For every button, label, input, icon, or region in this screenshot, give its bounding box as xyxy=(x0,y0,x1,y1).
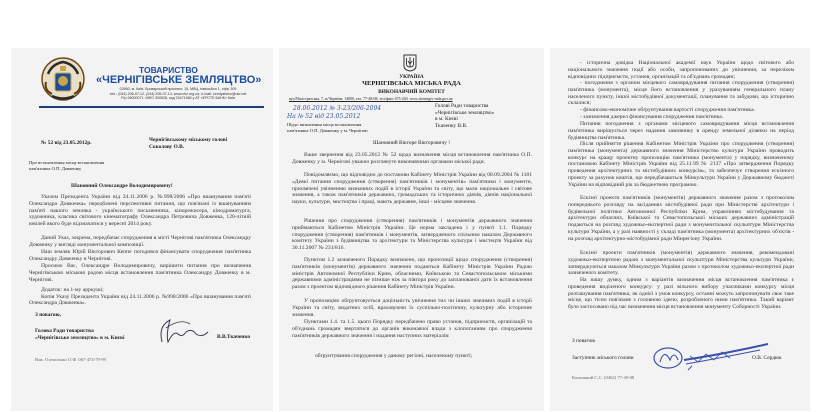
body-paragraph: - історична довідка Національної академії наук України щодо світового або національного значення події або особи, запропонованих до увічнення, за переліком відповідних підприємств, установ, організацій та об'єднань громадян; xyxy=(568,60,794,80)
recipient-line4: Ткаченку В.В. xyxy=(435,122,468,129)
incoming-reference: На № 52 від 23.05.2012 xyxy=(287,113,361,120)
letter-page-3 xyxy=(550,48,810,411)
signer-title: Заступник міського голови xyxy=(572,355,634,361)
letter-page-2 xyxy=(279,48,544,411)
council-heading: ЧЕРНІГІВСЬКА МІСЬКА РАДА xyxy=(362,80,461,87)
attachment-copy: Копія Указу Президента України від 24.11.2006 р. №998/2006 «Про вшанування пам'яті Олександра Довженка». xyxy=(29,293,251,307)
subject-line2: пам'ятника О.П. Довженку xyxy=(29,165,82,171)
body-paragraph: Ескізні проекти пам'ятників (монументів) державного значення, рекомендовані художньо-експертною радою з монументальної скульптури Міністерства культури України, затверджуються наказом Мінкультури України разом з протоколом художньо-експертної ради зазначеного комітету. xyxy=(568,250,794,277)
body-paragraph: Ескізні проекти пам'ятників (монументів) державного значення разом з протоколом попереднього розгляду на засіданнях містобудівної ради при Міністерстві архітектури і будівельної політики Автономної Республіки Крим, управліннях містобудування та архітектури обласних, Київської та Севастопольської міських державних адміністрацій подаються на розгляд художньо-експертної ради з монументальної скульптури Міністерства культури України, а у разі наявності у складі пам'ятника (монумента) архітектурних об'єктів - на розгляд архітектурно-містобудівної ради Мінрегіону України. xyxy=(568,195,794,242)
body-paragraph: Просимо Вас, Олександре Володимировичу, вирішити питання про визначення Чернігівською міською радою місця встановлення пам'ятника Олександру Довженку в м. Чернігові. xyxy=(29,263,251,283)
body-paragraph: - зазначення джерел фінансування спорудження пам'ятника. xyxy=(580,114,724,120)
subject-line1: Щодо визначення місця встановлення xyxy=(287,122,362,127)
body-paragraph: - фінансово-економічне обґрунтування вартості спорудження пам'ятника. xyxy=(580,107,755,113)
org-title-line2: «ЧЕРНІГІВСЬКЕ ЗЕМЛЯЦТВО» xyxy=(96,74,262,86)
body-paragraph: Пунктами 1.4. та 1.5. цього Порядку передбачено право установ, підприємств, організацій та об'єднань громадян звертатися до органів виконавчої влади з клопотанням про спорудження пам'ятників державного значення і надання наступних матеріалів: xyxy=(292,319,532,339)
list-item: обґрунтування спорудження у даному регіоні, населеному пункті; xyxy=(315,353,473,359)
body-paragraph: Наш земляк Юрій Вікторович Кеппе погодився фінансувати спорудження пам'ятника Олександру Довженку в Чернігові. xyxy=(29,249,251,262)
executor-footer: Вик. Олексієнко О.Ф. 067-474-79-99 xyxy=(35,357,106,362)
letter-page-1 xyxy=(11,48,273,411)
org-contacts-line: тел.: (044) 206-07-12, (044) 206-07-14, www.chz.org.ua, e-mail: zemlyatstvo@ukr.net xyxy=(109,91,247,96)
body-paragraph: Указом Президента України від 24.11.2006 р. №998/2006 «Про вшанування пам'яті Олександра Довженка» передбачені перспективні питання, що пов'язані із вшануванням пам'яті нашого земляка - українського письменника, кінорежисера, кінодраматурга, художника, класика світового кінематографу Олександра Петровича Довженка, 120-літній ювілей якого буде відзначатися у вересні 2014 року. xyxy=(29,194,251,227)
outgoing-number: 28.06.2012 № 3-23/206-2094 xyxy=(293,105,382,112)
signer-name: О.В. Сердюк xyxy=(752,355,782,361)
signature-image xyxy=(156,316,216,346)
org-bank-line: Р/р 26000071, МФО 300528, код 23471960 у АТ «ЕРСТЕ БАНК» Київ xyxy=(121,96,235,100)
body-paragraph: Ваше звернення від 23.05.2012 № 52 щодо визначення місця встановлення пам'ятника О.П. Довженку у м. Чернігові уважно розглянуте виконавчими органами міської ради. xyxy=(292,152,532,165)
signer-title-line2: «Чернігівське земляцтво» в м. Києві xyxy=(35,335,125,341)
country-heading: УКРАЇНА xyxy=(399,74,424,80)
body-paragraph: Після прийняття рішення Кабінетом Міністрів України про спорудження (створення) пам'ятника (монумента) державного значення Міністерство культури України проводить конкурс на кращу проектну пропозицію пам'ятника (монумента) у порядку, визначеному постановою Кабінету Міністрів України від 25.11.99 № 2137 «Про затвердження Порядку проведення архітектурних та містобудівних конкурсів», та забезпечує створення ескізного проекту за рахунок коштів, що передбачаються Мінкультури України у Державному бюджеті України на відповідний рік за бюджетною програмою. xyxy=(568,141,794,188)
executor-footer: Калюжний С.С. (0462) 77-49-08 xyxy=(572,375,635,380)
subject-line1: Про встановлення місця встановлення xyxy=(29,160,105,165)
recipient-line3: в м. Києві xyxy=(435,116,458,122)
signer-name: В.В.Ткаченко xyxy=(217,334,251,340)
recipient-line1: Голові Ради товариства xyxy=(435,103,489,109)
signer-title-line1: Голова Ради товариства xyxy=(35,328,94,334)
body-paragraph: Повідомляємо, що відповідно до постанови Кабінету Міністрів України від 08.09.2004 № 1181 «Деякі питання спорудження (створення) пам'ятників і монументів» пам'ятники і монументи, присвячені увічненню визначних подій в історії України та світу, що мали національне і світове значення, а також пам'ятників державних, громадських та історичних діячів, діячів національної науки, культури, мистецтва і праці, мають державне, інші - місцеве значення. xyxy=(292,172,532,205)
committee-heading: ВИКОНАВЧИЙ КОМІТЕТ xyxy=(378,89,445,95)
salutation: Шановний Олександре Володимировичу! xyxy=(71,183,173,189)
recipient-line1: Чернігівському міському голові xyxy=(149,137,228,143)
org-address-line: 02660, м. Київ, Броварський проспект, 15, МВЦ, павільйон 1, офіс 309 xyxy=(119,87,237,91)
attachment-note: Додаток: на 1-му арркуші; xyxy=(41,287,104,293)
closing: З повагою, xyxy=(35,312,61,318)
body-paragraph: Даний Указ, зокрема, передбачає спорудження в місті Чернігові пам'ятника Олександру Довженку у вигляді монументальної композиції. xyxy=(29,235,251,248)
trident-emblem-icon xyxy=(403,54,417,72)
council-address: вул.Магістратська, 7, м.Чернігів, 14000, тел. 77-48-08, тел/факс 675-240, www.chernigiv-rada.gov.ua xyxy=(289,97,453,101)
body-paragraph: Пунктом 1.2 зазначеного Порядку визначено, що пропозиції щодо спорудження (створення) пам'ятників (монументів) державного значення подаються Кабінету Міністрів України Радою міністрів Автономної Республіки Крим, обласними, Київською та Севастопольською міськими державними адміністраціями не пізніше ніж за півтора року до запланованої дати їх встановлення разом з проектом відповідного рішення Кабінету Міністрів України. xyxy=(292,257,532,290)
recipient-line2: Соколову О.В. xyxy=(149,144,185,150)
subject-line2: пам'ятника О.П. Довженку у м. Чернігові xyxy=(287,127,368,133)
recipient-line2: «Чернігівське земляцтво» xyxy=(435,109,495,116)
society-emblem-logo xyxy=(40,56,86,102)
body-paragraph: Питання погодження з органами місцевого самоврядування місця встановлення пам'ятника вирішується через надання замовнику в оренду земельної ділянки на період будівництва пам'ятника. xyxy=(568,121,794,141)
body-paragraph: Рішення про спорудження (створення) пам'ятників і монументів державного значення приймаються Кабінетом Міністрів України. Це норма закладена і у пункті 1.1. Порядку спорудження (створення) пам'ятників і монументів, затвердженого спільним наказом Державного комітету України з будівництва та архітектури та Міністерства культури і мистецтв України від 30.11.2007 № 231/816. xyxy=(292,218,532,251)
salutation: Шановний Вікторе Вікторовичу ! xyxy=(372,140,450,146)
closing: З повагою xyxy=(572,338,596,344)
letter-ref-number: № 52 від 23.05.2012р. xyxy=(41,140,92,146)
body-paragraph: У пропозиціях обґрунтовується доцільність увічнення тих чи інших значимих подій в історії України та світу, видатних осіб, враховуючи їх суспільно-політичну, культурну або історичне значення. xyxy=(292,298,532,318)
body-paragraph: - погодження з органом місцевого самоврядування питання спорудження (створення) пам'ятника (монумента), місця його встановлення у урахуванням генерального плану населеного пункту, іншої містобудівної документації, планування та забудови, що історично склалися; xyxy=(568,80,794,107)
body-paragraph: На нашу думку, одним з варіантів визначення місця встановлення пам'ятника є проведення виділеного конкурсу: у разі вільного вибору учасниками конкурсу місця розташування пам'ятника, як однієї з умов конкурсу, останні можуть запропонувати своє таке місце, що тісно пов'язане з головною ідеєю, розробленого ними пам'ятника. Такий варіант було застосовано під час визначення місця встановлення монументу Соборності України. xyxy=(568,277,794,310)
letterhead-divider xyxy=(39,106,264,108)
org-title-line1: ТОВАРИСТВО xyxy=(139,65,198,75)
